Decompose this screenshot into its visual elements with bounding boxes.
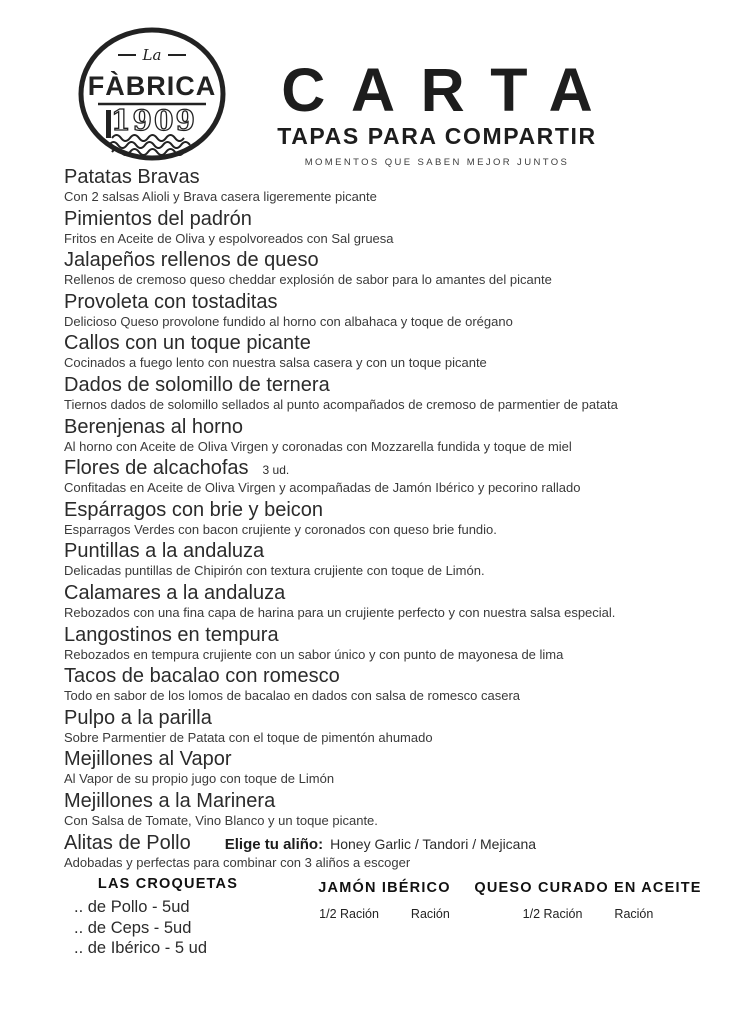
- menu-item: [64, 291, 704, 330]
- menu-item: [64, 748, 704, 787]
- menu-item-name-text: Alitas de Pollo: [64, 831, 191, 854]
- menu-item-description: Todo en sabor de los lomos de bacalao en dados con salsa de romesco casera: [64, 688, 521, 704]
- jamon-section: [302, 880, 467, 921]
- page-tagline: MOMENTOS QUE SABEN MEJOR JUNTOS: [304, 156, 570, 168]
- croquetas-title: LAS CROQUETAS: [97, 876, 239, 892]
- menu-item-description: Con Salsa de Tomate, Vino Blanco y un toque picante.: [64, 812, 378, 828]
- header: [248, 56, 626, 168]
- menu-item-description: Cocinados a fuego lento con nuestra salsa casera y con un toque picante: [64, 355, 487, 371]
- racion-label: Ración: [410, 907, 450, 921]
- menu-item-name: Dados de solomillo de ternera: [64, 373, 330, 396]
- menu-item-name: Berenjenas al horno: [64, 415, 244, 438]
- menu-item-description: Rellenos de cremoso queso cheddar explosión de sabor para lo amantes del picante: [64, 272, 552, 288]
- svg-text:1909: 1909: [111, 104, 197, 137]
- menu-item-description: Rebozados con una fina capa de harina para un crujiente perfecto y con nuestra salsa especial.: [64, 604, 616, 620]
- menu-item-description: Rebozados en tempura crujiente con un sabor único y con punto de mayonesa de lima: [64, 646, 564, 662]
- menu-item-name: Pulpo a la parilla: [64, 706, 212, 729]
- menu-item-description: Al Vapor de su propio jugo con toque de Limón: [64, 771, 335, 787]
- menu-item-name: Mejillones al Vapor: [64, 748, 232, 771]
- menu-item: [64, 416, 704, 455]
- menu-item-name: Pimientos del padrón: [64, 207, 252, 230]
- jamon-title: JAMÓN IBÉRICO: [318, 880, 451, 896]
- menu-item: [64, 374, 704, 413]
- page-title: CARTA: [281, 56, 619, 124]
- svg-text:La: La: [142, 46, 162, 64]
- svg-text:FÀBRICA: FÀBRICA: [87, 71, 217, 101]
- croqueta-item: .. de Ibérico - 5 ud: [74, 939, 207, 958]
- menu-item: [64, 249, 704, 288]
- jamon-portions: [302, 907, 467, 921]
- menu-item-name: [64, 457, 704, 479]
- queso-title: QUESO CURADO EN ACEITE: [474, 880, 702, 896]
- queso-section: [474, 880, 702, 921]
- restaurant-logo: [76, 26, 228, 167]
- menu-item-name: Tacos de bacalao con romesco: [64, 665, 340, 688]
- menu-item-description: Adobadas y perfectas para combinar con 3 aliños a escoger: [64, 854, 411, 870]
- menu-item-description: Confitadas en Aceite de Oliva Virgen y acompañadas de Jamón Ibérico y pecorino rallado: [64, 480, 581, 496]
- half-racion-label: 1/2 Ración: [522, 907, 583, 921]
- menu-item-name: Jalapeños rellenos de queso: [64, 249, 319, 272]
- menu-item-name: Mejillones a la Marinera: [64, 789, 276, 812]
- menu-item-name: Calamares a la andaluza: [64, 581, 286, 604]
- croquetas-section: [68, 876, 268, 959]
- menu-item: [64, 332, 704, 371]
- menu-item-description: Esparragos Verdes con bacon crujiente y coronados con queso brie fundio.: [64, 521, 497, 537]
- menu-item: [64, 665, 704, 704]
- menu-item-description: Tiernos dados de solomillo sellados al punto acompañados de cremoso de parmentier de patata: [64, 396, 618, 412]
- menu-item: [64, 832, 704, 871]
- menu-item: [64, 790, 704, 829]
- dressing-choice-label: Elige tu aliño:: [224, 835, 324, 853]
- menu-item-name: Provoleta con tostaditas: [64, 290, 278, 313]
- la-fabrica-logo-icon: [76, 26, 228, 162]
- menu-item: [64, 540, 704, 579]
- menu-item-name: Espárragos con brie y beicon: [64, 498, 324, 521]
- menu-item-name: [64, 832, 704, 854]
- menu-item-description: Al horno con Aceite de Oliva Virgen y coronadas con Mozzarella fundida y toque de miel: [64, 438, 572, 454]
- menu-item-name-text: Flores de alcachofas: [64, 457, 249, 480]
- menu-item: [64, 208, 704, 247]
- menu-item-description: Fritos en Aceite de Oliva y espolvoreados con Sal gruesa: [64, 230, 394, 246]
- menu-item-name: Langostinos en tempura: [64, 623, 279, 646]
- menu-item: [64, 624, 704, 663]
- menu-item: [64, 166, 704, 205]
- menu-item: [64, 499, 704, 538]
- croqueta-item: .. de Pollo - 5ud: [74, 898, 190, 916]
- dressing-options: Honey Garlic / Tandori / Mejicana: [330, 835, 537, 852]
- menu-item-description: Delicioso Queso provolone fundido al horno con albahaca y toque de orégano: [64, 313, 513, 329]
- menu-item-description: Sobre Parmentier de Patata con el toque de pimentón ahumado: [64, 729, 433, 745]
- menu-item-description: Con 2 salsas Alioli y Brava casera ligeremente picante: [64, 189, 377, 204]
- croquetas-list: [68, 897, 268, 959]
- menu-item-unit-note: 3 ud.: [262, 463, 290, 478]
- croqueta-item: .. de Ceps - 5ud: [74, 918, 192, 937]
- menu-item-name: Callos con un toque picante: [64, 332, 311, 355]
- racion-label: Ración: [614, 907, 654, 921]
- menu-item: [64, 707, 704, 746]
- page-subtitle: TAPAS PARA COMPARTIR: [277, 122, 597, 149]
- menu-list: [64, 166, 704, 873]
- menu-item-name: Patatas Bravas: [64, 166, 200, 188]
- menu-item: [64, 582, 704, 621]
- menu-item-description: Delicadas puntillas de Chipirón con textura crujiente con toque de Limón.: [64, 563, 485, 579]
- half-racion-label: 1/2 Ración: [319, 907, 379, 921]
- menu-item-name: Puntillas a la andaluza: [64, 540, 265, 563]
- queso-portions: [474, 907, 702, 921]
- menu-item: [64, 457, 704, 496]
